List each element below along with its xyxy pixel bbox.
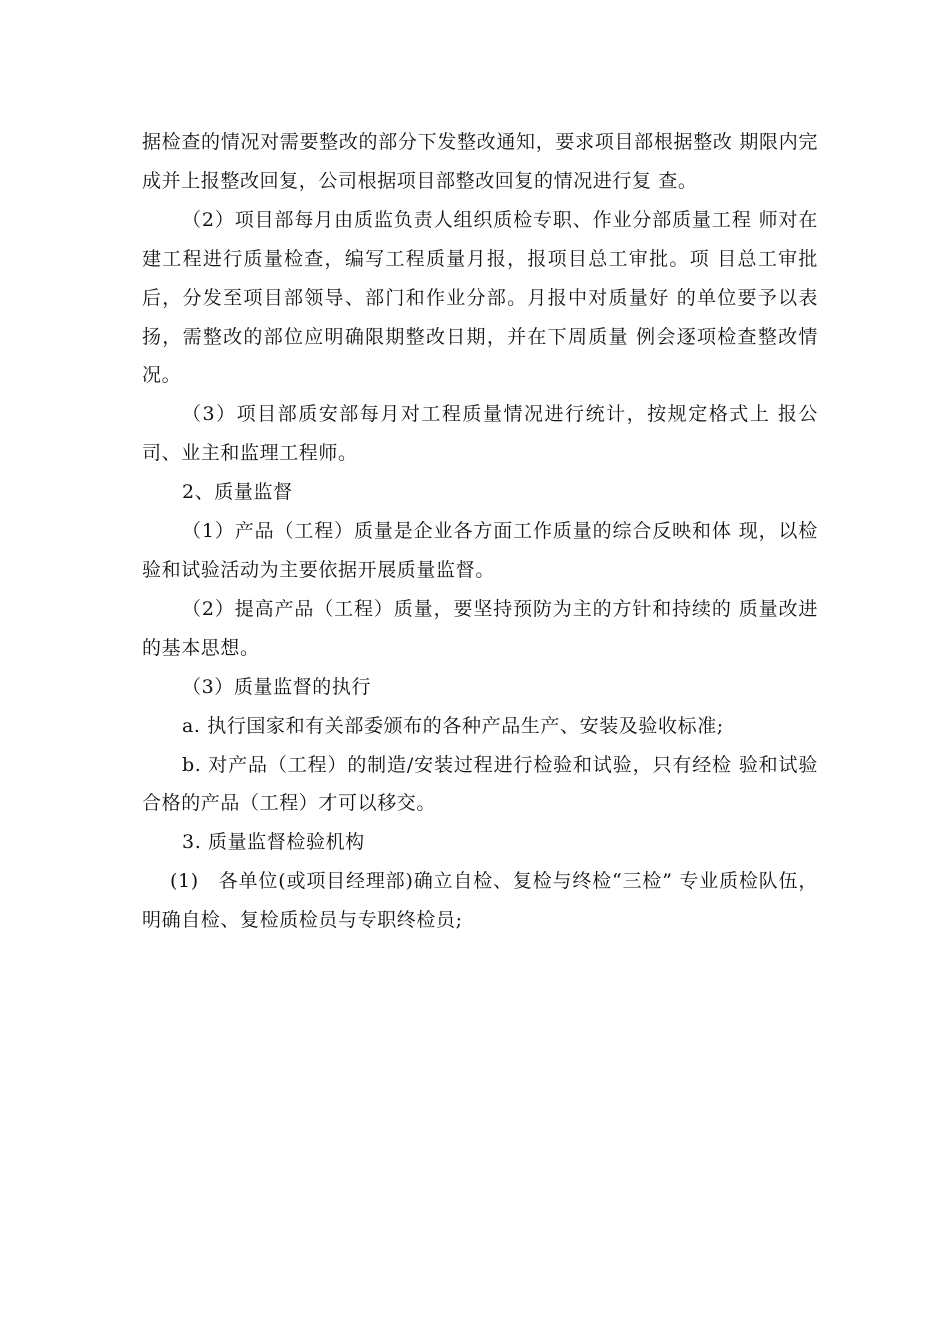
list-item-a: a. 执行国家和有关部委颁布的各种产品生产、安装及验收标准; — [182, 714, 724, 737]
paragraph-2: （2）项目部每月由质监负责人组织质检专职、作业分部质量工程 师对在建工程进行质量检查，编写工程质量月报，报项目总工审批。项 目总工审批后，分发至项目部领导、部门和作业分部。月报中对质量好 的单位要予以表扬，需整改的部位应明确限期整改日期，并在下周质量 例会逐项检查整改情况。 — [142, 208, 818, 387]
section-heading-2: 2、质量监督 — [182, 481, 293, 504]
section-heading-3: 3. 质量监督检验机构 — [182, 831, 365, 854]
paragraph-6: （3）质量监督的执行 — [182, 675, 372, 698]
paragraph-7: (1) 各单位(或项目经理部)确立自检、复检与终检“三检” 专业质检队伍，明确自检、复检质检员与专职终检员; — [142, 870, 818, 932]
document-body — [142, 123, 818, 940]
paragraph-5: （2）提高产品（工程）质量，要坚持预防为主的方针和持续的 质量改进的基本思想。 — [142, 597, 818, 659]
list-item-b: b. 对产品（工程）的制造/安装过程进行检验和试验，只有经检 验和试验合格的产品（工程）才可以移交。 — [142, 753, 818, 815]
paragraph-3: （3）项目部质安部每月对工程质量情况进行统计，按规定格式上 报公司、业主和监理工程师。 — [142, 403, 818, 465]
paragraph-4: （1）产品（工程）质量是企业各方面工作质量的综合反映和体 现，以检验和试验活动为主要依据开展质量监督。 — [142, 520, 818, 581]
paragraph-1: 据检查的情况对需要整改的部分下发整改通知，要求项目部根据整改 期限内完成并上报整改回复，公司根据项目部整改回复的情况进行复 查。 — [142, 131, 818, 192]
